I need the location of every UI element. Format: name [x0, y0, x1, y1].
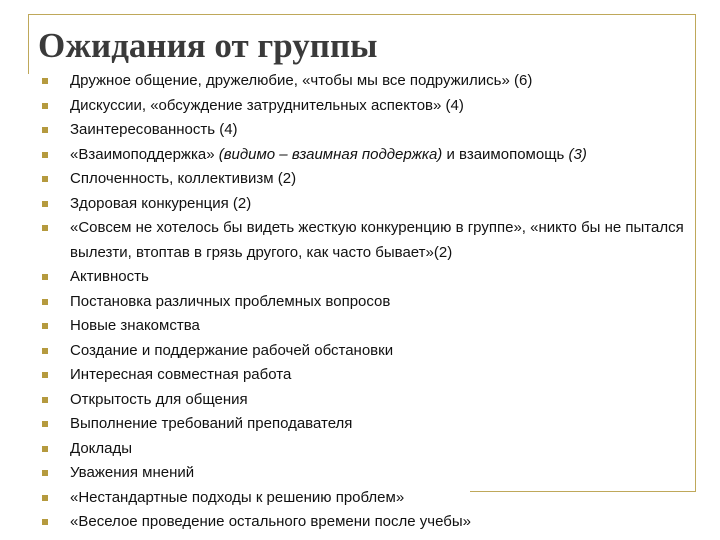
square-bullet-icon — [42, 397, 48, 403]
list-item-text: Новые знакомства — [70, 317, 200, 334]
list-item — [0, 118, 702, 143]
square-bullet-icon — [42, 372, 48, 378]
square-bullet-icon — [42, 103, 48, 109]
list-item — [0, 437, 702, 462]
list-item — [0, 143, 702, 168]
list-item — [0, 94, 702, 119]
square-bullet-icon — [42, 495, 48, 501]
list-item-text: Сплоченность, коллективизм (2) — [70, 170, 297, 187]
square-bullet-icon — [42, 446, 48, 452]
square-bullet-icon — [42, 176, 48, 182]
list-item-text: Интересная совместная работа — [70, 366, 292, 383]
square-bullet-icon — [42, 299, 48, 305]
list-item-text: «Взаимоподдержка» — [70, 145, 219, 163]
list-item — [0, 314, 702, 339]
list-item — [0, 216, 702, 265]
square-bullet-icon — [42, 127, 48, 133]
square-bullet-icon — [42, 470, 48, 476]
square-bullet-icon — [42, 274, 48, 280]
square-bullet-icon — [42, 225, 48, 231]
list-item-text: Создание и поддержание рабочей обстановки — [70, 341, 394, 359]
list-item-text: Здоровая конкуренция (2) — [70, 194, 252, 212]
list-item — [0, 388, 702, 413]
square-bullet-icon — [42, 78, 48, 84]
list-item — [0, 290, 702, 315]
list-item-text: Уважения мнений — [70, 464, 195, 481]
list-item-text: и взаимопомощь — [442, 145, 569, 163]
frame-line-left — [28, 14, 29, 74]
list-item — [0, 363, 702, 388]
square-bullet-icon — [42, 348, 48, 354]
square-bullet-icon — [42, 421, 48, 427]
list-item — [0, 192, 702, 217]
list-item-italic-count: (3) — [568, 145, 587, 163]
list-item-text: Дружное общение, дружелюбие, «чтобы мы все подружились» (6) — [70, 72, 533, 89]
list-item — [0, 412, 702, 437]
list-item — [0, 167, 702, 192]
list-item-text: Доклады — [70, 439, 133, 457]
square-bullet-icon — [42, 201, 48, 207]
list-item — [0, 486, 702, 511]
list-item-text: «Совсем не хотелось бы видеть жесткую конкуренцию в группе», «никто бы не пытался вылезти, втоптав в грязь другого, как часто бывает»(2) — [70, 219, 684, 261]
list-item — [0, 69, 702, 94]
list-item — [0, 510, 702, 535]
expectations-list — [0, 69, 702, 535]
frame-line-top — [28, 14, 696, 15]
list-item — [0, 265, 702, 290]
list-item-text: «Веселое проведение остального времени после учебы» — [70, 513, 471, 530]
list-item-text: Заинтересованность (4) — [70, 121, 238, 138]
list-item-text: «Нестандартные подходы к решению проблем» — [70, 488, 405, 506]
square-bullet-icon — [42, 519, 48, 525]
list-item-italic-note: (видимо – взаимная поддержка) — [218, 145, 443, 163]
list-item-text: Открытость для общения — [70, 390, 248, 408]
list-item — [0, 339, 702, 364]
square-bullet-icon — [42, 152, 48, 158]
slide-title: Ожидания от группы — [38, 26, 378, 65]
list-item-text: Дискуссии, «обсуждение затруднительных аспектов» (4) — [70, 96, 464, 114]
list-item-text: Выполнение требований преподавателя — [70, 415, 353, 432]
list-item-text: Постановка различных проблемных вопросов — [70, 292, 391, 310]
square-bullet-icon — [42, 323, 48, 329]
list-item — [0, 461, 702, 486]
list-item-text: Активность — [70, 268, 149, 285]
